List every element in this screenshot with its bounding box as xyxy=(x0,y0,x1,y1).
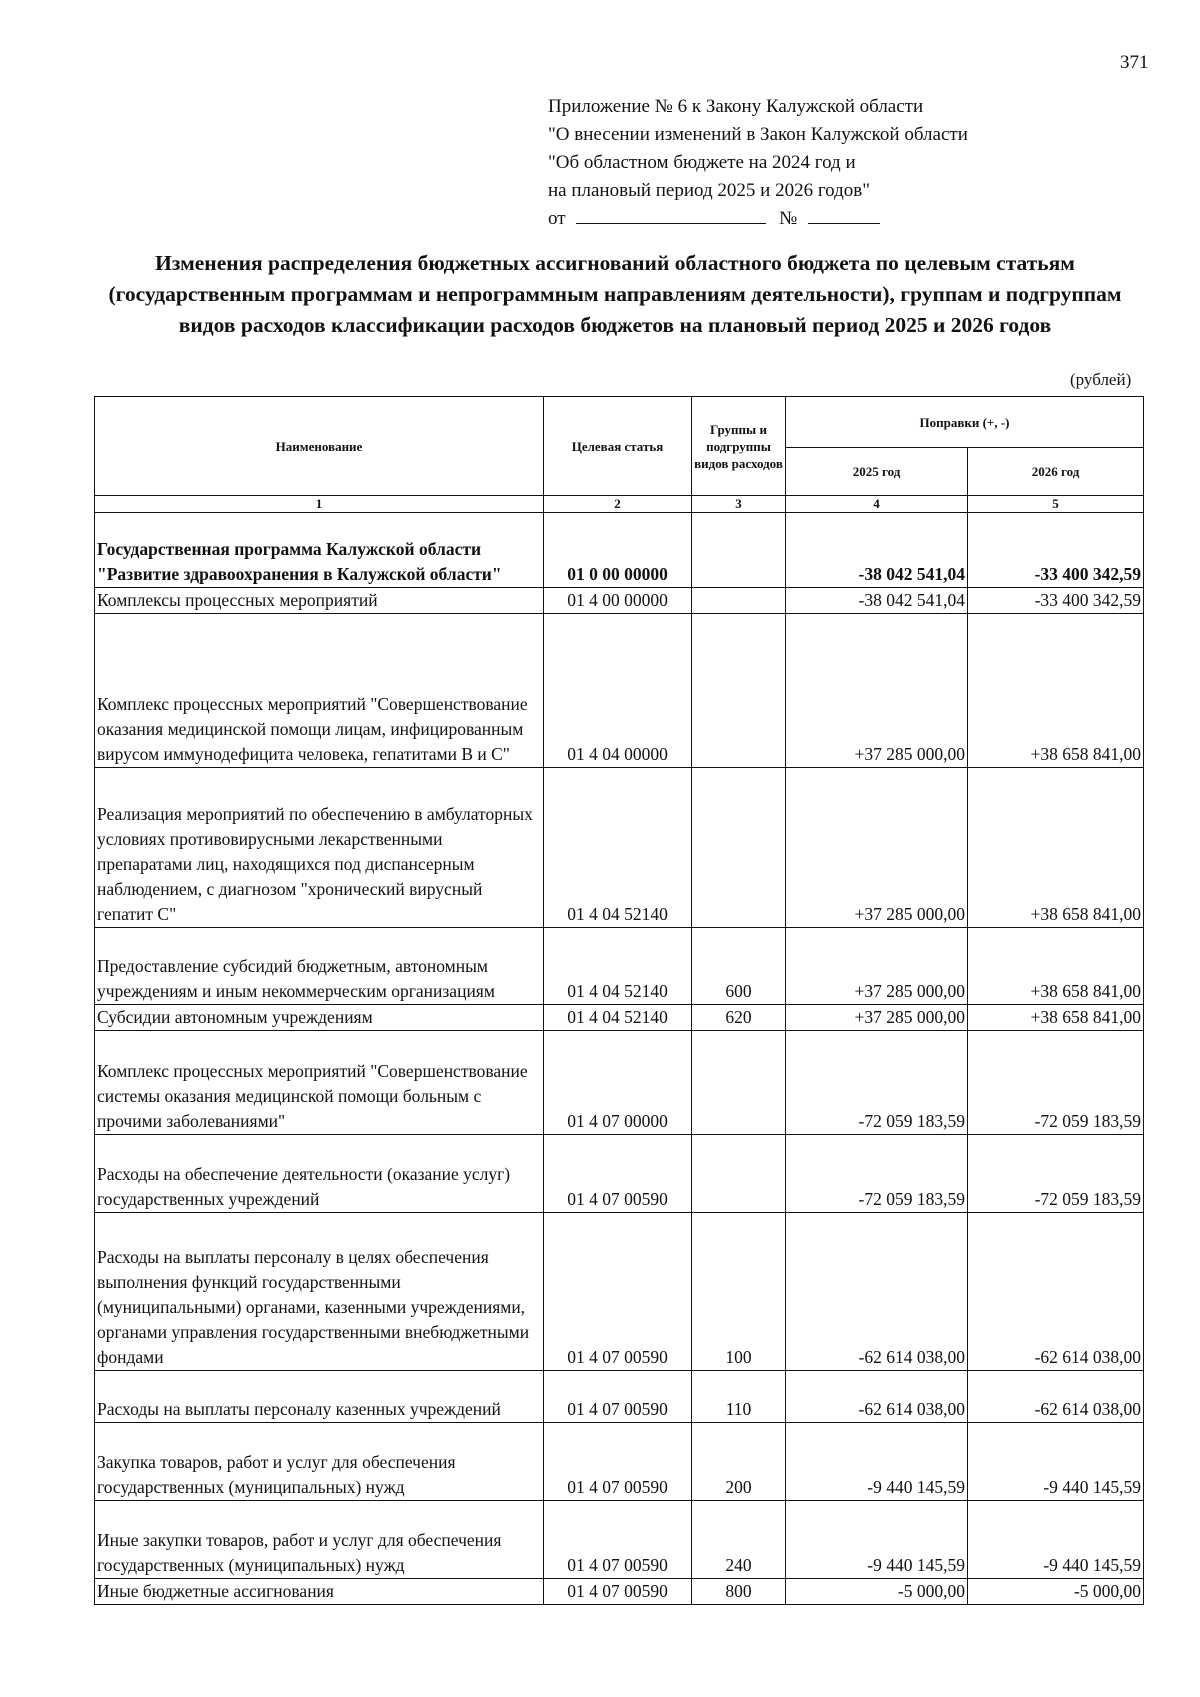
table-row xyxy=(95,1579,1144,1605)
table-row xyxy=(95,1423,1144,1501)
header-expense-groups: Группы и подгруппы видов расходов xyxy=(692,397,786,496)
budget-table xyxy=(94,396,1144,1605)
row-expense-group: 240 xyxy=(692,1501,786,1579)
appendix-line: "Об областном бюджете на 2024 год и xyxy=(548,152,856,173)
row-expense-group xyxy=(692,1031,786,1135)
row-amount-2025: +37 285 000,00 xyxy=(786,768,968,928)
header-name: Наименование xyxy=(95,397,544,496)
document-title: Изменения распределения бюджетных ассигнований областного бюджета по целевым статьям (государственным программам и непрограммным направлениям деятельности), группам и подгруппам видов расходов классификации расходов бюджетов на плановый период 2025 и 2026 годов xyxy=(108,251,1122,337)
appendix-line: Приложение № 6 к Закону Калужской области xyxy=(548,96,924,117)
header-amendments: Поправки (+, -) xyxy=(786,397,1144,448)
table-row xyxy=(95,1213,1144,1371)
table-row xyxy=(95,1501,1144,1579)
column-number: 3 xyxy=(692,496,786,513)
row-expense-group xyxy=(692,1135,786,1213)
row-name: Комплекс процессных мероприятий "Совершенствование системы оказания медицинской помощи больным с прочими заболеваниями" xyxy=(95,1031,544,1135)
row-amount-2026: -72 059 183,59 xyxy=(968,1031,1144,1135)
row-amount-2025: -38 042 541,04 xyxy=(786,588,968,614)
row-amount-2026: -33 400 342,59 xyxy=(968,513,1144,588)
row-target-code: 01 4 00 00000 xyxy=(544,588,692,614)
row-amount-2026: +38 658 841,00 xyxy=(968,928,1144,1005)
row-amount-2025: +37 285 000,00 xyxy=(786,614,968,768)
row-amount-2026: -72 059 183,59 xyxy=(968,1135,1144,1213)
row-target-code: 01 4 04 00000 xyxy=(544,614,692,768)
row-name: Расходы на выплаты персоналу казенных учреждений xyxy=(95,1371,544,1423)
table-row xyxy=(95,1135,1144,1213)
row-name: Расходы на обеспечение деятельности (оказание услуг) государственных учреждений xyxy=(95,1135,544,1213)
row-amount-2026: -9 440 145,59 xyxy=(968,1423,1144,1501)
row-amount-2026: -9 440 145,59 xyxy=(968,1501,1144,1579)
row-target-code: 01 4 07 00000 xyxy=(544,1031,692,1135)
appendix-header xyxy=(548,93,968,233)
row-amount-2025: -62 614 038,00 xyxy=(786,1371,968,1423)
row-name: Иные бюджетные ассигнования xyxy=(95,1579,544,1605)
row-amount-2026: +38 658 841,00 xyxy=(968,768,1144,928)
row-expense-group: 100 xyxy=(692,1213,786,1371)
row-target-code: 01 4 07 00590 xyxy=(544,1371,692,1423)
appendix-line: "О внесении изменений в Закон Калужской области xyxy=(548,124,968,145)
column-number: 5 xyxy=(968,496,1144,513)
row-name: Реализация мероприятий по обеспечению в амбулаторных условиях противовирусными лекарственными препаратами лиц, находящихся под диспансерным наблюдением, с диагнозом "хронический вирусный гепатит С" xyxy=(95,768,544,928)
row-target-code: 01 4 07 00590 xyxy=(544,1135,692,1213)
row-expense-group: 620 xyxy=(692,1005,786,1031)
column-number: 4 xyxy=(786,496,968,513)
row-amount-2025: +37 285 000,00 xyxy=(786,928,968,1005)
row-target-code: 01 4 04 52140 xyxy=(544,768,692,928)
row-name: Комплексы процессных мероприятий xyxy=(95,588,544,614)
date-blank xyxy=(576,205,766,224)
row-expense-group: 200 xyxy=(692,1423,786,1501)
row-amount-2025: -72 059 183,59 xyxy=(786,1031,968,1135)
appendix-date-line xyxy=(548,205,968,233)
row-amount-2025: -38 042 541,04 xyxy=(786,513,968,588)
row-amount-2026: +38 658 841,00 xyxy=(968,1005,1144,1031)
row-expense-group xyxy=(692,513,786,588)
row-expense-group xyxy=(692,588,786,614)
row-target-code: 01 4 07 00590 xyxy=(544,1579,692,1605)
row-amount-2025: -62 614 038,00 xyxy=(786,1213,968,1371)
row-name: Иные закупки товаров, работ и услуг для обеспечения государственных (муниципальных) нужд xyxy=(95,1501,544,1579)
row-amount-2025: -9 440 145,59 xyxy=(786,1423,968,1501)
row-name: Расходы на выплаты персоналу в целях обеспечения выполнения функций государственными (муниципальными) органами, казенными учреждениями, органами управления государственными внебюджетными фондами xyxy=(95,1213,544,1371)
row-name: Комплекс процессных мероприятий "Совершенствование оказания медицинской помощи лицам, инфицированным вирусом иммунодефицита человека, гепатитами В и С" xyxy=(95,614,544,768)
row-expense-group: 800 xyxy=(692,1579,786,1605)
table-row xyxy=(95,588,1144,614)
table-row xyxy=(95,768,1144,928)
row-amount-2026: -62 614 038,00 xyxy=(968,1213,1144,1371)
row-target-code: 01 0 00 00000 xyxy=(544,513,692,588)
row-amount-2026: -5 000,00 xyxy=(968,1579,1144,1605)
table-row xyxy=(95,928,1144,1005)
row-target-code: 01 4 07 00590 xyxy=(544,1213,692,1371)
appendix-line: на плановый период 2025 и 2026 годов" xyxy=(548,180,870,201)
page-number: 371 xyxy=(1120,52,1149,73)
column-number: 2 xyxy=(544,496,692,513)
date-prefix: от xyxy=(548,208,566,229)
units-label: (рублей) xyxy=(1070,370,1132,389)
row-name: Государственная программа Калужской области "Развитие здравоохранения в Калужской области" xyxy=(95,513,544,588)
row-expense-group xyxy=(692,614,786,768)
row-amount-2026: -33 400 342,59 xyxy=(968,588,1144,614)
row-amount-2025: -72 059 183,59 xyxy=(786,1135,968,1213)
row-name: Субсидии автономным учреждениям xyxy=(95,1005,544,1031)
header-year-2026: 2026 год xyxy=(968,448,1144,496)
table-row xyxy=(95,1371,1144,1423)
row-target-code: 01 4 04 52140 xyxy=(544,928,692,1005)
table-row xyxy=(95,1031,1144,1135)
row-target-code: 01 4 04 52140 xyxy=(544,1005,692,1031)
header-target-article: Целевая статья xyxy=(544,397,692,496)
table-row xyxy=(95,513,1144,588)
row-target-code: 01 4 07 00590 xyxy=(544,1501,692,1579)
row-target-code: 01 4 07 00590 xyxy=(544,1423,692,1501)
header-year-2025: 2025 год xyxy=(786,448,968,496)
number-blank xyxy=(808,205,880,224)
row-amount-2025: +37 285 000,00 xyxy=(786,1005,968,1031)
row-name: Предоставление субсидий бюджетным, автономным учреждениям и иным некоммерческим организациям xyxy=(95,928,544,1005)
column-number: 1 xyxy=(95,496,544,513)
row-amount-2026: -62 614 038,00 xyxy=(968,1371,1144,1423)
table-row xyxy=(95,614,1144,768)
row-name: Закупка товаров, работ и услуг для обеспечения государственных (муниципальных) нужд xyxy=(95,1423,544,1501)
row-expense-group xyxy=(692,768,786,928)
row-expense-group: 600 xyxy=(692,928,786,1005)
row-expense-group: 110 xyxy=(692,1371,786,1423)
table-row xyxy=(95,1005,1144,1031)
row-amount-2025: -5 000,00 xyxy=(786,1579,968,1605)
row-amount-2026: +38 658 841,00 xyxy=(968,614,1144,768)
row-amount-2025: -9 440 145,59 xyxy=(786,1501,968,1579)
number-sign: № xyxy=(779,208,798,229)
